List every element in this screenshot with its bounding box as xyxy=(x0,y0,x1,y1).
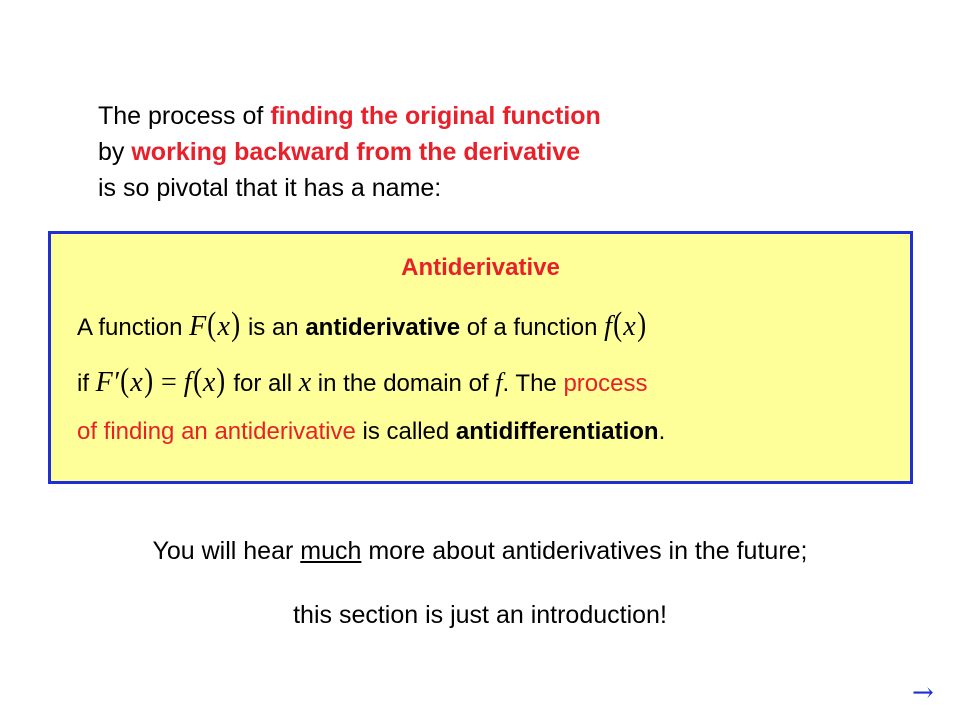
intro-line-2-text: by xyxy=(98,138,132,166)
intro-text xyxy=(98,98,601,206)
def-text: in the domain of xyxy=(311,370,496,397)
def-term-antidifferentiation: antidifferentiation xyxy=(455,418,659,445)
paren-close: ) xyxy=(143,362,153,399)
math-f: f xyxy=(183,367,192,398)
definition-line-2 xyxy=(77,364,647,402)
math-equals: = xyxy=(154,367,184,398)
definition-line-3 xyxy=(77,414,665,450)
def-text: is called xyxy=(355,418,456,445)
intro-line-3: is so pivotal that it has a name: xyxy=(98,174,442,202)
paren-open: ( xyxy=(207,306,217,343)
definition-box xyxy=(48,231,913,484)
def-text: for all xyxy=(226,370,299,397)
def-text: of a function xyxy=(460,314,605,341)
math-x: x xyxy=(217,311,230,342)
math-F-prime: F′ xyxy=(95,367,119,398)
math-equation xyxy=(95,362,227,399)
math-x: x xyxy=(202,367,216,398)
math-f: f xyxy=(495,368,503,397)
def-text: . xyxy=(658,418,666,445)
math-F: F xyxy=(189,311,207,342)
paren-close: ) xyxy=(636,306,646,343)
math-x: x xyxy=(130,367,143,398)
paren-close: ) xyxy=(216,362,226,399)
closing-line-2: this section is just an introduction! xyxy=(293,601,667,629)
paren-open: ( xyxy=(192,362,202,399)
def-highlight-process: process xyxy=(563,370,648,397)
paren-open: ( xyxy=(613,306,623,343)
math-x: x xyxy=(623,311,636,342)
math-F-of-x xyxy=(189,306,241,343)
closing-line-1 xyxy=(0,537,960,566)
closing-text: You will hear xyxy=(152,537,301,565)
def-text: . The xyxy=(502,370,564,397)
def-term-antiderivative: antiderivative xyxy=(305,314,461,341)
intro-highlight-1: finding the original function xyxy=(270,102,601,130)
paren-close: ) xyxy=(231,306,241,343)
math-x: x xyxy=(298,367,312,398)
def-highlight-finding: of finding an antiderivative xyxy=(77,418,356,445)
def-text: is an xyxy=(241,314,306,341)
definition-title: Antiderivative xyxy=(401,254,560,281)
closing-underlined-much: much xyxy=(300,537,362,565)
paren-open: ( xyxy=(120,362,130,399)
intro-line-2 xyxy=(98,134,601,170)
def-text: if xyxy=(77,370,96,397)
closing-text: more about antiderivatives in the future; xyxy=(361,537,808,565)
intro-line-1 xyxy=(98,98,601,134)
def-text: A function xyxy=(77,314,190,341)
definition-line-1 xyxy=(77,308,647,346)
intro-highlight-2: working backward from the derivative xyxy=(131,138,581,166)
math-f-of-x xyxy=(604,306,647,343)
next-arrow-icon[interactable]: → xyxy=(912,678,934,708)
intro-line-1-text: The process of xyxy=(98,102,271,130)
math-f: f xyxy=(604,311,612,342)
